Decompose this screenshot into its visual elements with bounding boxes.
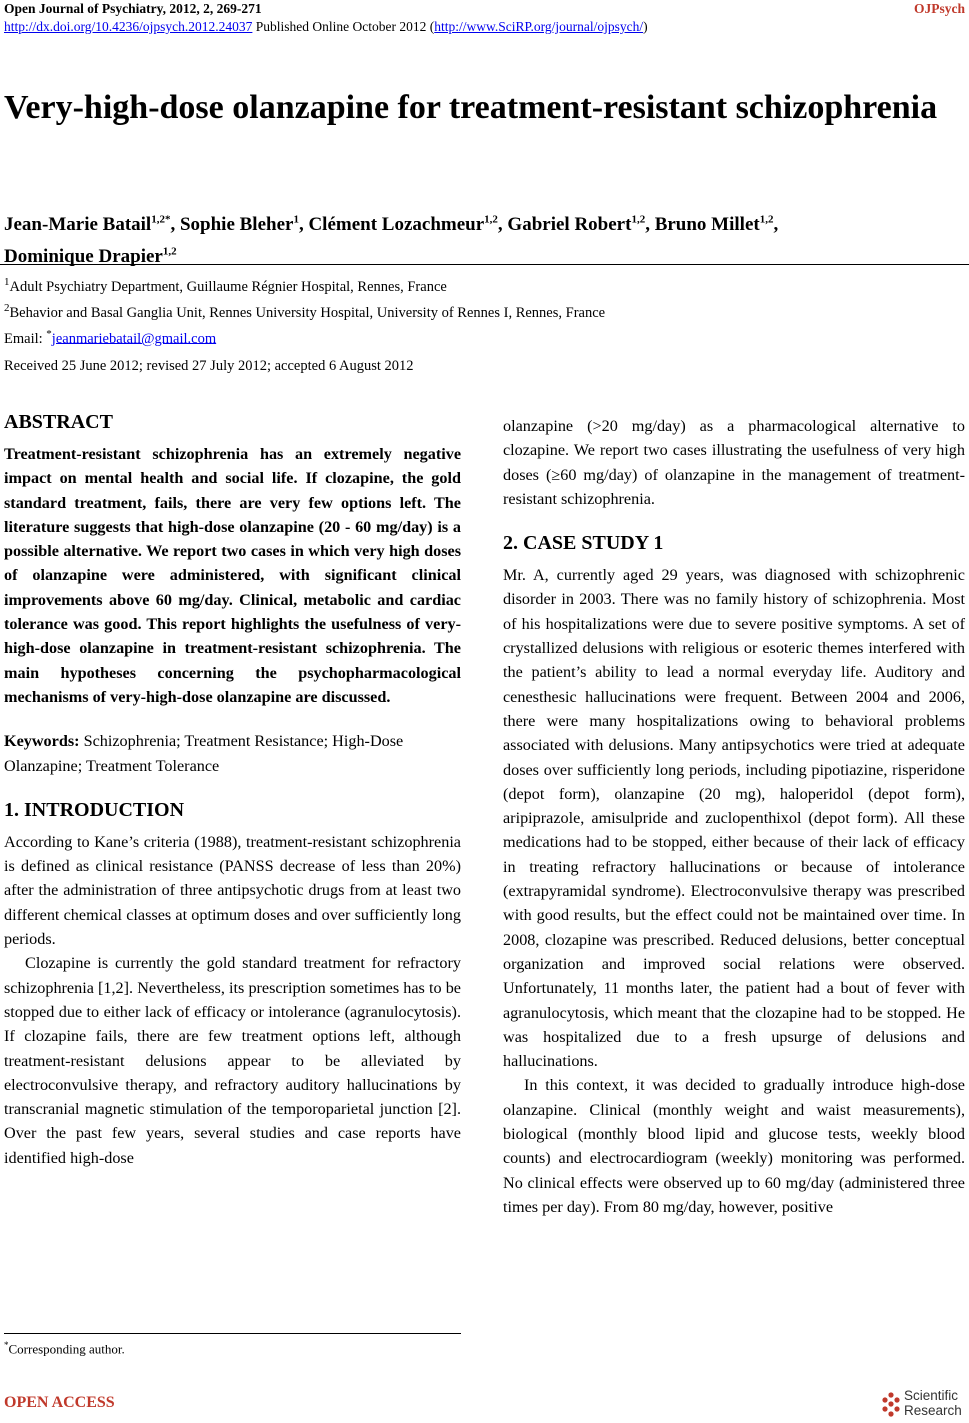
affiliation: $^2$Behavior and Basal Ganglia Unit, Rennes University Hospital, University of Rennes I, Rennes, France (4, 301, 606, 321)
received-dates: Received 25 June 2012; revised 27 July 2012; accepted 6 August 2012 (4, 358, 414, 374)
author: Gabriel Robert$^{1,2}$, (507, 214, 655, 236)
author: Clément Lozachmeur$^{1,2}$, (308, 214, 508, 236)
author: Sophie Bleher$^1$, (179, 214, 309, 236)
affiliation: $^1$Adult Psychiatry Department, Guillaume Régnier Hospital, Rennes, France (4, 276, 447, 295)
scientific-research-logo (880, 1388, 966, 1422)
author-list (4, 207, 954, 270)
journal-abbreviation: OJPsych (913, 1, 965, 16)
affiliations (4, 272, 605, 349)
intro-paragraph-3: olanzapine (>20 mg/day) as a pharmacological alternative to clozapine. We report two cases illustrating the usefulness of very high doses (≥60 mg/day) of olanzapine in the management of treatment-resistant schizophrenia. (503, 417, 965, 508)
case-study-1-heading: 2. CASE STUDY 1 (503, 532, 664, 555)
paper-title: Very-high-dose olanzapine for treatment-resistant schizophrenia (4, 89, 938, 126)
keywords: Keywords: Schizophrenia; Treatment Resistance; High-Dose Olanzapine; Treatment Tolerance (4, 732, 404, 775)
journal-citation: Open Journal of Psychiatry, 2012, 2, 269-271 (4, 1, 262, 16)
intro-paragraph-1: According to Kane’s criteria (1988), treatment-resistant schizophrenia is defined as clinical resistance (PANSS decrease of less than 20%) after the administration of three antipsychotic drugs from at least two different chemical classes at optimum doses and over sufficiently long periods. (4, 832, 461, 949)
published-text: Published Online October 2012 ( (252, 19, 435, 34)
author: Dominique Drapier$^{1,2}$ (4, 245, 177, 267)
doi-line (4, 19, 648, 35)
case-paragraph-2: In this context, it was decided to gradually introduce high-dose olanzapine. Clinical (monthly weight and waist measurements), biological (monthly blood lipid and glucose tests, weekly blood counts) and electrocardiogram (weekly) monitoring was performed. No clinical effects were observed up to 60 mg/day (administered three times per day). From 80 mg/day, however, positive (503, 1076, 965, 1216)
logo-icon (880, 1392, 902, 1418)
intro-heading: 1. INTRODUCTION (4, 798, 185, 821)
abstract-text: Treatment-resistant schizophrenia has an extremely negative impact on mental health and social life. If clozapine, the gold standard treatment, fails, there are very few options left. The literature suggests that high-dose olanzapine (20 - 60 mg/day) is a possible alternative. We report two cases in which very high doses of olanzapine were administered, with significant clinical improvements above 60 mg/day. Clinical, metabolic and cardiac tolerance was good. This report highlights the usefulness of very-high-dose olanzapine in treatment-resistant schizophrenia. The main hypotheses concerning the psychopharmacological mechanisms of very-high-dose olanzapine are discussed. (4, 445, 461, 706)
author: Bruno Millet$^{1,2}$, (654, 214, 779, 236)
footnote: *Corresponding author. (4, 1340, 125, 1357)
logo-text-line-2: Research (904, 1403, 962, 1418)
header-divider (0, 264, 969, 265)
left-column (4, 408, 461, 1170)
right-column (503, 414, 965, 1219)
author: Jean-Marie Batail$^{1,2*}$, (4, 214, 180, 236)
open-access-label: OPEN ACCESS (4, 1394, 115, 1411)
email-line: Email: *jeanmariebatail@gmail.com (4, 327, 217, 347)
abstract-heading: ABSTRACT (4, 411, 113, 433)
logo-text-line-1: Scientific (904, 1388, 959, 1403)
doi-link[interactable]: http://dx.doi.org/10.4236/ojpsych.2012.24037 (4, 19, 253, 34)
intro-paragraph-2: Clozapine is currently the gold standard treatment for refractory schizophrenia [1,2]. Nevertheless, its prescription sometimes has to be stopped due to either lack of efficacy or intolerance (agranulocytosis). If clozapine fails, there are few treatment options left, although treatment-resistant delusions appear to be alleviated by electroconvulsive therapy, and refractory auditory hallucinations by transcranial magnetic stimulation of the temporoparietal junction [2]. Over the past few years, several studies and case reports have identified high-dose (4, 954, 461, 1167)
case-paragraph-1: Mr. A, currently aged 29 years, was diagnosed with schizophrenic disorder in 2003. There was no family history of schizophrenia. Most of his hospitalizations were due to severe positive symptoms. A set of crystallized delusions with religious or esoteric themes interfered with the patient’s ability to lead a normal everyday life. Auditory and cenesthesic hallucinations were frequent. Between 2004 and 2006, there were many hospitalizations owing to behavioral problems associated with delusions. Many antipsychotics were tried at adequate doses over sufficiently long periods, including pipotiazine, risperidone (depot form), olanzapine (20 mg), haloperidol (depot form), aripiprazole, amisulpride and zuclopenthixol (depot form). All these medications had to be stopped, either because of their lack of efficacy in treating refractory hallucinations or because of intolerance (extrapyramidal syndrome). Electroconvulsive therapy was prescribed with good results, but the effect could not be maintained over time. In 2008, clozapine was prescribed. Reduced delusions, better conceptual organization and improved social relations were observed. Unfortunately, 11 months later, the patient had a bout of fever with agranulocytosis, which meant that the clozapine had to be stopped. He was hospitalized due to a fresh upsurge of delusions and hallucinations. (503, 566, 965, 1071)
footnote-divider (4, 1333, 461, 1334)
journal-link[interactable]: http://www.SciRP.org/journal/ojpsych/ (434, 19, 644, 34)
close-paren: ) (643, 19, 648, 34)
email-link[interactable]: jeanmariebatail@gmail.com (51, 330, 217, 347)
